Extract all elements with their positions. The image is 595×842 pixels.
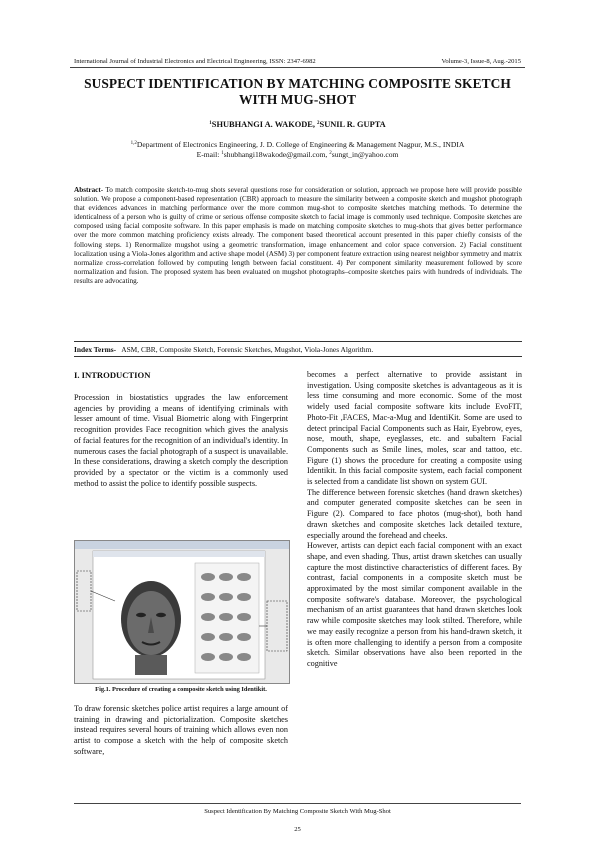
paper-title	[60, 76, 535, 108]
col2-paragraph-3: However, artists can depict each facial component with an exact shape, and even shading. Thus, artist drawn sketches can usually capture the most distinctive characteristics of different faces. By contrast, facial components in a composite sketch must be approximated by the most similar component available in the composite software's database. Moreover, the psychological mechanism of an artist guarantees that hand drawn sketches look raw while composite sketches may look stilted. Therefore, while we may easily recognize a person from his hand-drawn sketch, it is often more challenging to identify a person from a composite sketch. Similar observations have also been reported in the cognitive	[307, 541, 522, 668]
author1-name: SHUBHANGI A. WAKODE,	[211, 120, 318, 129]
affiliation	[60, 140, 535, 160]
volume-header: Volume-3, Issue-8, Aug.-2015	[441, 58, 521, 65]
section-heading: I. INTRODUCTION	[74, 370, 151, 380]
figure-identikit-screenshot	[74, 540, 290, 684]
page-number: 25	[294, 826, 301, 833]
title-line-1: SUSPECT IDENTIFICATION BY MATCHING COMPOSITE SKETCH	[84, 76, 511, 91]
email1-sup: 1	[221, 151, 224, 156]
author1-sup: 1	[209, 121, 212, 126]
running-footer: Suspect Identification By Matching Composite Sketch With Mug-Shot	[204, 808, 391, 815]
affil-dept: Department of Electronics Engineering, J. D. College of Engineering & Management Nagpur, M.S., INDIA	[136, 140, 465, 149]
figure-caption: Fig.1. Procedure of creating a composite sketch using Identikit.	[95, 686, 267, 693]
email-prefix: E-mail:	[196, 150, 222, 159]
author2-name: SUNIL R. GUPTA	[319, 120, 386, 129]
email2-sup: 2	[329, 151, 332, 156]
col2-paragraph-1: becomes a perfect alternative to provide assistant in investigation. Using composite sketches is advantageous as it is less time consuming and more economic. Some of the most widely used facial composite software kits include EvoFIT, Photo-Fit ,FACES, Mac-a-Mug and IdentiKit. Some are used to detect principal Facial Components such as Hair, Eyebrow, eyes, nose, mouth, shape, eyeglasses, etc. and subaltern Facial Components such as Smile lines, moles, scar and tattoo, etc. Figure (1) shows the procedure for creating a composite using Identikit. In this facial composite system, each facial component is selected from a candidate list shown on system GUI.	[307, 370, 522, 487]
intro-paragraph-2: To draw forensic sketches police artist requires a large amount of training in drawing and pictorialization. Composite sketches instead requires several hours of training which allows even non artist to compose a sketch with the help of composite sketch software,	[74, 704, 288, 756]
index-terms	[74, 345, 522, 354]
index-terms-text: ASM, CBR, Composite Sketch, Forensic Sketches, Mugshot, Viola-Jones Algorithm.	[121, 345, 374, 354]
index-terms-label: Index Terms-	[74, 345, 117, 354]
index-rule-bottom	[74, 356, 522, 357]
email2-link[interactable]: sungt_in@yahoo.com	[331, 150, 399, 159]
header-rule	[70, 67, 525, 68]
author2-sup: 2	[317, 121, 320, 126]
column-1-top	[74, 393, 288, 489]
identikit-illustration	[75, 541, 289, 683]
abstract-text: - To match composite sketch-to-mug shots several questions rose for consideration or solution, approach we propose here will provide possible solution. We propose a component-based representation (CBR) approach to measure the similarity between a composite sketch and mugshot photograph that evidences advances in matching performance over the more common mug-shot to composite sketches matching methods. To determine the identicalness of a person who is guilty of crime or serious offense composite sketch to facial image is commonly used technique. Composite sketches are composed using facial composite software. In this paper emphasis is made on matching composite sketches to mug-shots that gives better performance over the more common matching proficiency exists already. The component based theoretical account presented in this paper chiefly consists of the following steps. 1) Renormalize mugshot using a geometric transformation, image enhancement and color space conversion. 2) Facial constituent localization using a Viola-Jones algorithm and active shape model (ASM) 3) per component feature extraction using nearest neighbor symmetry and matrix normalize cross-correlation followed by computing length between facial constituent. 4) Per component similarity measurement followed by score normalization and fusion. The proposed system has been evaluated on mugshot photographs–composite sketches pairs with hundreds of individuals. The results are advocating.	[74, 186, 522, 285]
title-line-2: WITH MUG-SHOT	[239, 92, 356, 107]
index-rule-top	[74, 341, 522, 342]
affil-sup: 1,2	[130, 141, 137, 146]
authors	[60, 120, 535, 129]
abstract-label: Abstract	[74, 186, 101, 194]
column-2	[307, 370, 522, 670]
abstract	[74, 186, 522, 286]
col2-paragraph-2: The difference between forensic sketches (hand drawn sketches) and computer generated composite sketches can be seen in Figure (2). Compared to face photos (mug-shot), both hand drawn sketches and composite sketches lack detailed texture, especially around the forehead and cheeks.	[307, 487, 522, 540]
journal-header: International Journal of Industrial Electronics and Electrical Engineering, ISSN: 2347-6982	[74, 58, 316, 65]
email1-link[interactable]: shubhangi18wakode@gmail.com,	[223, 150, 330, 159]
intro-paragraph-1: Procession in biostatistics upgrades the law enforcement agencies by providing a means of identifying criminals with lesser amount of time. Visual Biometric along with Fingerprint recognition provides Face recognition which gives the analysis of facial features for the recognition of an individual's identity. In numerous cases the facial photograph of a suspect is unavailable. In these considerations, drawing a sketch comply the description provided by a spectator or the victim is a commonly used method to assist the police to identify possible suspects.	[74, 393, 288, 488]
column-1-bottom	[74, 704, 288, 758]
footer-rule	[74, 803, 521, 804]
